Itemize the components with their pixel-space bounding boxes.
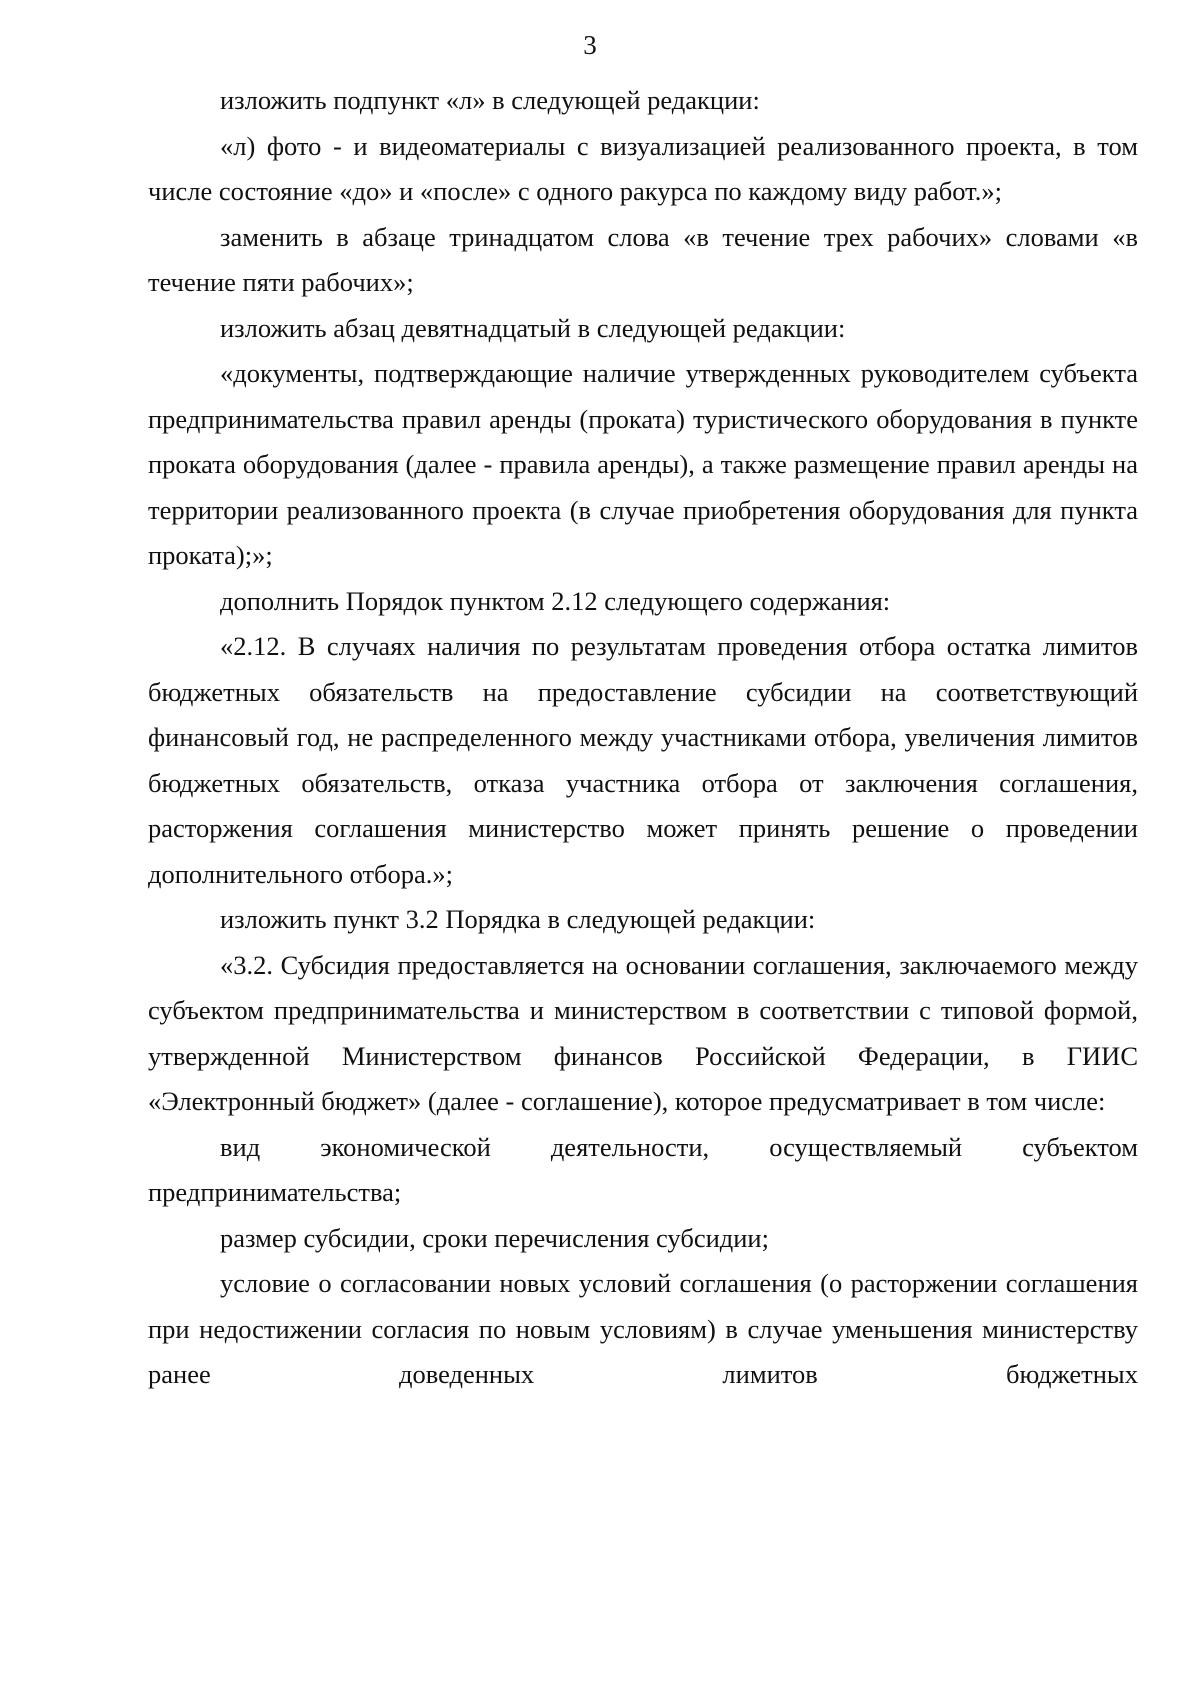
paragraph: «3.2. Субсидия предоставляется на основании соглашения, заключаемого между субъектом предпринимательства и министерством в соответствии с типовой формой, утвержденной Министерством финансов Российской Федерации, в ГИИС «Электронный бюджет» (далее - соглашение), которое предусматривает в том числе: [148,949,1138,1116]
paragraph: «2.12. В случаях наличия по результатам проведения отбора остатка лимитов бюджетных обязательств на предоставление субсидии на соответствующий финансовый год, не распределенного между участниками отбора, увеличения лимитов бюджетных обязательств, отказа участника отбора от заключения соглашения, расторжения соглашения министерство может принять решение о проведении дополнительного отбора.»; [148,631,1138,889]
document-body [148,78,1138,1398]
paragraph: «л) фото - и видеоматериалы с визуализацией реализованного проекта, в том числе состояние «до» и «после» с одного ракурса по каждому виду работ.»; [148,130,1138,206]
paragraph: изложить подпункт «л» в следующей редакции: [220,85,760,115]
paragraph: дополнить Порядок пунктом 2.12 следующего содержания: [220,585,891,616]
paragraph: условие о согласовании новых условий соглашения (о расторжении соглашения при недостижении согласия по новым условиям) в случае уменьшения министерству ранее доведенных лимитов бюджетных [148,1268,1138,1389]
paragraph: размер субсидии, сроки перечисления субсидии; [220,1222,769,1253]
paragraph: заменить в абзаце тринадцатом слова «в течение трех рабочих» словами «в течение пяти рабочих»; [148,221,1138,297]
paragraph: изложить пункт 3.2 Порядка в следующей редакции: [220,904,816,934]
paragraph: вид экономической деятельности, осуществляемый субъектом предпринимательства; [148,1131,1138,1207]
paragraph: «документы, подтверждающие наличие утвержденных руководителем субъекта предпринимательства правил аренды (проката) туристического оборудования в пункте проката оборудования (далее - правила аренды), а также размещение правил аренды на территории реализованного проекта (в случае приобретения оборудования для пункта проката);»; [148,358,1138,570]
paragraph: изложить абзац девятнадцатый в следующей редакции: [220,312,846,343]
page-number: 3 [583,30,597,60]
